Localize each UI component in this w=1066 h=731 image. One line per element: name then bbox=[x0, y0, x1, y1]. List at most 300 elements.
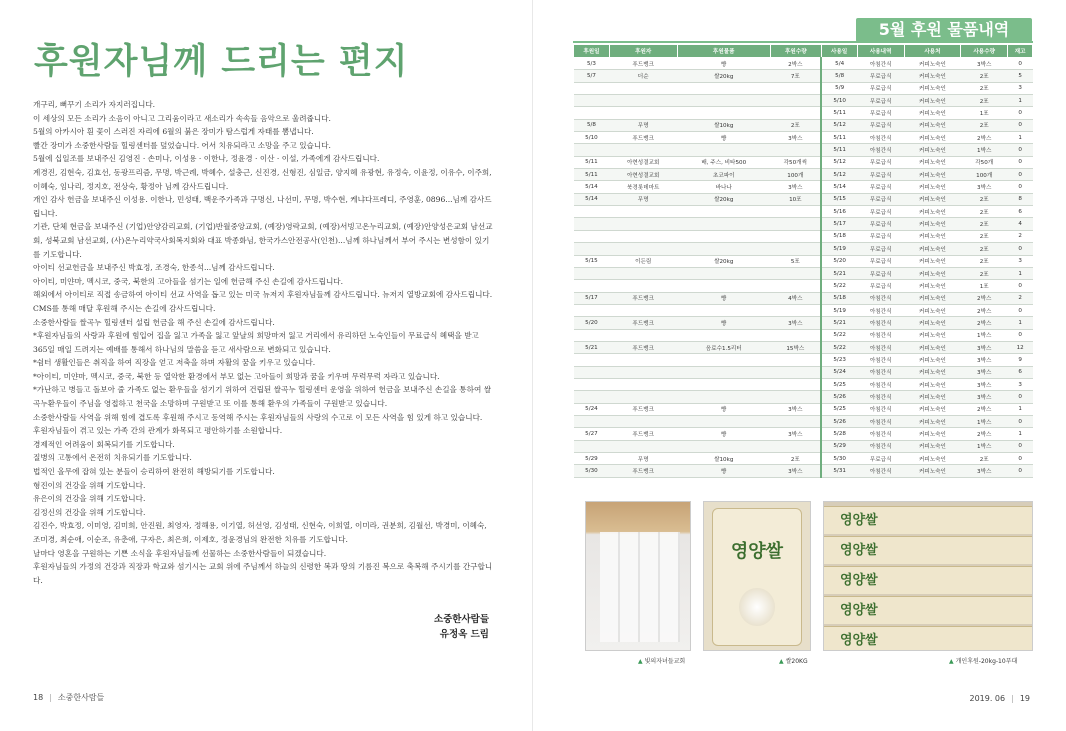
table-row bbox=[574, 440, 1033, 452]
letter-paragraph: 질병의 고통에서 온전히 치유되기를 기도합니다. bbox=[33, 453, 192, 463]
triangle-icon: ▲ bbox=[779, 658, 784, 665]
table-cell: 3박스 bbox=[961, 465, 1008, 477]
table-body bbox=[574, 58, 1033, 478]
table-cell: 커피노숙인 bbox=[904, 169, 960, 181]
table-row bbox=[574, 280, 1033, 292]
table-cell: 커피노숙인 bbox=[904, 267, 960, 279]
table-row bbox=[574, 230, 1033, 242]
table-cell: 무료급식 bbox=[857, 267, 904, 279]
table-cell bbox=[609, 329, 677, 341]
table-cell: 5/12 bbox=[821, 169, 857, 181]
table-cell bbox=[609, 144, 677, 156]
table-cell: 0 bbox=[1008, 280, 1033, 292]
stacked-bag-5: 영양쌀 bbox=[824, 626, 1033, 651]
table-cell bbox=[609, 391, 677, 403]
table-cell: 각50개씩 bbox=[770, 156, 821, 168]
table-cell bbox=[574, 329, 610, 341]
table-cell: 1박스 bbox=[961, 415, 1008, 427]
table-row bbox=[574, 341, 1033, 353]
stacked-bag-4: 영양쌀 bbox=[824, 596, 1033, 624]
table-row bbox=[574, 193, 1033, 205]
table-row bbox=[574, 403, 1033, 415]
table-cell: 아침간식 bbox=[857, 304, 904, 316]
table-cell bbox=[609, 354, 677, 366]
title-underline bbox=[573, 41, 1033, 43]
table-cell: 무명 bbox=[609, 453, 677, 465]
table-cell bbox=[770, 440, 821, 452]
signature bbox=[434, 612, 489, 642]
table-cell: 2 bbox=[1008, 230, 1033, 242]
table-cell: 3박스 bbox=[770, 132, 821, 144]
table-cell: 커피노숙인 bbox=[904, 329, 960, 341]
table-cell: 빵 bbox=[677, 428, 770, 440]
table-cell bbox=[609, 378, 677, 390]
table-cell: 5/24 bbox=[821, 366, 857, 378]
table-cell bbox=[574, 267, 610, 279]
table-cell: 2포 bbox=[961, 119, 1008, 131]
table-cell: 커피노숙인 bbox=[904, 119, 960, 131]
table-cell bbox=[609, 267, 677, 279]
letter-paragraph: CMS를 통해 매달 후원해 주시는 손길에 감사드립니다. bbox=[33, 303, 216, 313]
table-row bbox=[574, 255, 1033, 267]
table-cell: 5/20 bbox=[574, 317, 610, 329]
table-cell bbox=[770, 329, 821, 341]
table-cell bbox=[677, 206, 770, 218]
table-cell: 8 bbox=[1008, 193, 1033, 205]
letter-paragraph: 이 세상의 모든 소리가 소음이 아니고 그리움이라고 새소리가 속속들 음악으로 울려줍니다. bbox=[33, 113, 331, 123]
table-cell: 9 bbox=[1008, 354, 1033, 366]
table-cell: 푸드뱅크 bbox=[609, 58, 677, 70]
table-cell: 5/22 bbox=[821, 280, 857, 292]
table-cell bbox=[677, 415, 770, 427]
table-cell: 커피노숙인 bbox=[904, 292, 960, 304]
table-cell: 5/21 bbox=[821, 267, 857, 279]
table-cell: 15박스 bbox=[770, 341, 821, 353]
letter-body bbox=[33, 98, 493, 587]
table-cell bbox=[677, 280, 770, 292]
table-cell: 푸드뱅크 bbox=[609, 341, 677, 353]
table-cell: 아침간식 bbox=[857, 354, 904, 366]
letter-paragraph: *아이티, 미얀마, 멕시코, 중국, 북한 등 열악한 환경에서 부모 없는 고아들이 희망과 꿈을 키우며 무럭무럭 자라고 있습니다. bbox=[33, 371, 440, 381]
table-cell: 1박스 bbox=[961, 440, 1008, 452]
table-cell: 아침간식 bbox=[857, 292, 904, 304]
table-cell bbox=[574, 378, 610, 390]
table-row bbox=[574, 317, 1033, 329]
letter-paragraph: 소중한사람들 쌀곡누 힐링센터 설립 헌금을 해 주신 손길에 감사드립니다. bbox=[33, 317, 275, 327]
table-cell bbox=[770, 415, 821, 427]
table-cell: 쌀10kg bbox=[677, 453, 770, 465]
table-cell bbox=[677, 366, 770, 378]
table-cell: 커피노숙인 bbox=[904, 415, 960, 427]
table-row bbox=[574, 70, 1033, 82]
table-cell: 커피노숙인 bbox=[904, 428, 960, 440]
table-cell: 3박스 bbox=[961, 391, 1008, 403]
table-cell: 2포 bbox=[961, 206, 1008, 218]
table-cell: 5/14 bbox=[574, 193, 610, 205]
table-cell: 커피노숙인 bbox=[904, 132, 960, 144]
table-cell: 0 bbox=[1008, 391, 1033, 403]
letter-paragraph: 후원자님들의 가정의 건강과 직장과 학교와 섬기시는 교회 위에 주님께서 하늘의 신령한 복과 땅의 기름진 복으로 축복해 주시기를 간구합니다. bbox=[33, 562, 493, 585]
table-row bbox=[574, 354, 1033, 366]
rice-bag-label: 영양쌀 bbox=[730, 541, 784, 562]
table-cell: 빵 bbox=[677, 403, 770, 415]
table-cell bbox=[770, 354, 821, 366]
table-cell: 5/19 bbox=[821, 243, 857, 255]
table-cell: 커피노숙인 bbox=[904, 181, 960, 193]
table-cell: 무료급식 bbox=[857, 169, 904, 181]
table-cell: 2포 bbox=[770, 119, 821, 131]
table-cell: 5/14 bbox=[574, 181, 610, 193]
letter-paragraph: 5월의 아카시아 흰 꽃이 스러진 자리에 6월의 붉은 장미가 탐스럽게 자태를 뽐냅니다. bbox=[33, 127, 314, 137]
caption-2-text: 쌀20KG bbox=[785, 658, 808, 665]
table-cell: 무명 bbox=[609, 193, 677, 205]
table-cell bbox=[574, 82, 610, 94]
table-cell: 2포 bbox=[961, 243, 1008, 255]
table-cell bbox=[574, 354, 610, 366]
table-cell: 푸드뱅크 bbox=[609, 317, 677, 329]
triangle-icon: ▲ bbox=[638, 658, 643, 665]
table-cell bbox=[770, 144, 821, 156]
table-cell: 푸드뱅크 bbox=[609, 428, 677, 440]
table-cell bbox=[574, 440, 610, 452]
table-cell: 커피노숙인 bbox=[904, 230, 960, 242]
table-cell bbox=[574, 280, 610, 292]
table-cell: 빵 bbox=[677, 465, 770, 477]
column-header: 사용처 bbox=[904, 45, 960, 58]
table-cell: 5/29 bbox=[574, 453, 610, 465]
letter-paragraph: 형진이의 건강을 위해 기도합니다. bbox=[33, 480, 146, 490]
table-cell bbox=[609, 82, 677, 94]
table-cell: 커피노숙인 bbox=[904, 218, 960, 230]
column-header: 후원물품 bbox=[677, 45, 770, 58]
table-cell: 2포 bbox=[961, 95, 1008, 107]
stacked-bag-1: 영양쌀 bbox=[824, 506, 1033, 534]
table-cell: 6 bbox=[1008, 206, 1033, 218]
table-cell bbox=[677, 144, 770, 156]
table-cell: 1박스 bbox=[961, 144, 1008, 156]
table-cell bbox=[677, 391, 770, 403]
table-row bbox=[574, 95, 1033, 107]
table-cell: 3박스 bbox=[961, 341, 1008, 353]
table-cell: 커피노숙인 bbox=[904, 156, 960, 168]
column-header: 사용내역 bbox=[857, 45, 904, 58]
table-cell: 0 bbox=[1008, 58, 1033, 70]
table-cell: 커피노숙인 bbox=[904, 82, 960, 94]
table-cell: 5포 bbox=[770, 255, 821, 267]
table-cell: 커피노숙인 bbox=[904, 193, 960, 205]
table-cell: 0 bbox=[1008, 453, 1033, 465]
table-cell: 5/12 bbox=[821, 156, 857, 168]
table-cell: 커피노숙인 bbox=[904, 280, 960, 292]
table-cell: 5/7 bbox=[574, 70, 610, 82]
letter-paragraph: 5월에 십일조를 보내주신 김영진 · 손미나, 이성용 · 이한나, 정윤경 · 이산 · 이설, 가족에게 감사드립니다. bbox=[33, 154, 380, 164]
table-row bbox=[574, 292, 1033, 304]
table-cell: 5/3 bbox=[574, 58, 610, 70]
table-cell: 아침간식 bbox=[857, 428, 904, 440]
table-cell bbox=[609, 230, 677, 242]
table-cell: 5/16 bbox=[821, 206, 857, 218]
table-cell: 아침간식 bbox=[857, 391, 904, 403]
table-cell: 2포 bbox=[961, 82, 1008, 94]
table-row bbox=[574, 144, 1033, 156]
table-cell: 쌀10kg bbox=[677, 119, 770, 131]
table-cell: 더순 bbox=[609, 70, 677, 82]
table-cell: 무료급식 bbox=[857, 453, 904, 465]
table-cell: 5/18 bbox=[821, 230, 857, 242]
letter-paragraph: *가난하고 병들고 돌보아 줄 가족도 없는 환우들을 섬기기 위하여 건립된 쌀곡누 힐링센터 운영을 위하여 헌금을 보내주신 손길을 통하여 쌀곡누환우들이 주님을 영접하고 천국을 소망하며 구원받고 또 이를 통해 환우의 가족들이 구원받고 있습니다. bbox=[33, 385, 492, 409]
letter-paragraph: 경제적인 어려움이 회복되기를 기도합니다. bbox=[33, 439, 175, 449]
table-cell: 무료급식 bbox=[857, 82, 904, 94]
table-row bbox=[574, 465, 1033, 477]
left-footer bbox=[33, 692, 104, 703]
table-row bbox=[574, 329, 1033, 341]
table-cell: 5/10 bbox=[574, 132, 610, 144]
letter-paragraph: 소중한사람들 사역을 위해 힘에 겹도록 후원해 주시고 동역해 주시는 후원자님들의 사랑의 수고로 이 모든 사역을 힘 있게 하고 있습니다. bbox=[33, 412, 483, 422]
rice-bowl-illustration bbox=[739, 588, 774, 626]
table-cell: 커피노숙인 bbox=[904, 317, 960, 329]
table-cell bbox=[770, 206, 821, 218]
table-cell: 무료급식 bbox=[857, 280, 904, 292]
table-cell bbox=[609, 218, 677, 230]
table-cell: 2포 bbox=[770, 453, 821, 465]
table-cell: 3박스 bbox=[961, 366, 1008, 378]
table-cell: 커피노숙인 bbox=[904, 304, 960, 316]
table-cell: 배, 주스, 비타500 bbox=[677, 156, 770, 168]
table-cell: 커피노숙인 bbox=[904, 144, 960, 156]
table-cell: 무명 bbox=[609, 119, 677, 131]
table-cell: 무료급식 bbox=[857, 193, 904, 205]
table-cell: 5/21 bbox=[574, 341, 610, 353]
table-cell: 각50개 bbox=[961, 156, 1008, 168]
table-cell: 0 bbox=[1008, 440, 1033, 452]
table-cell bbox=[574, 391, 610, 403]
table-cell: 5/17 bbox=[821, 218, 857, 230]
table-cell bbox=[609, 107, 677, 119]
table-cell bbox=[574, 304, 610, 316]
table-cell: 0 bbox=[1008, 156, 1033, 168]
table-cell: 2포 bbox=[961, 230, 1008, 242]
triangle-icon: ▲ bbox=[949, 658, 954, 665]
table-cell bbox=[770, 230, 821, 242]
table-cell: 2포 bbox=[961, 218, 1008, 230]
table-cell: 5/11 bbox=[574, 156, 610, 168]
table-cell: 5/11 bbox=[574, 169, 610, 181]
table-cell: 푸드뱅크 bbox=[609, 403, 677, 415]
table-cell: 100개 bbox=[770, 169, 821, 181]
table-cell: 0 bbox=[1008, 181, 1033, 193]
table-cell: 커피노숙인 bbox=[904, 465, 960, 477]
table-cell: 아침간식 bbox=[857, 415, 904, 427]
caption-2 bbox=[779, 656, 808, 665]
table-cell: 1포 bbox=[961, 107, 1008, 119]
table-cell bbox=[677, 243, 770, 255]
table-cell: 5/28 bbox=[821, 428, 857, 440]
table-cell bbox=[609, 243, 677, 255]
photo-rice-cake-box bbox=[585, 501, 691, 651]
table-cell: 푸드뱅크 bbox=[609, 292, 677, 304]
table-cell bbox=[574, 95, 610, 107]
table-cell: 아침간식 bbox=[857, 132, 904, 144]
table-cell bbox=[770, 378, 821, 390]
table-cell: 아침간식 bbox=[857, 378, 904, 390]
table-cell: 아침간식 bbox=[857, 403, 904, 415]
table-row bbox=[574, 169, 1033, 181]
table-cell: 2박스 bbox=[961, 132, 1008, 144]
table-cell: 커피노숙인 bbox=[904, 243, 960, 255]
table-cell: 5/9 bbox=[821, 82, 857, 94]
donation-table bbox=[573, 44, 1033, 478]
table-cell bbox=[770, 243, 821, 255]
table-cell: 2포 bbox=[961, 453, 1008, 465]
letter-paragraph: *쉼터 생활인들은 취직을 하여 직장을 얻고 저축을 하며 자활의 꿈을 키우고 있습니다. bbox=[33, 358, 316, 368]
table-cell: 3 bbox=[1008, 82, 1033, 94]
table-cell: 2박스 bbox=[961, 403, 1008, 415]
table-cell: 1 bbox=[1008, 403, 1033, 415]
table-cell: 3박스 bbox=[770, 428, 821, 440]
table-cell: 5/23 bbox=[821, 354, 857, 366]
left-page-number: 18 bbox=[33, 693, 44, 702]
table-cell: 쌀20kg bbox=[677, 255, 770, 267]
table-cell bbox=[770, 82, 821, 94]
table-cell bbox=[574, 107, 610, 119]
table-cell: 2포 bbox=[961, 193, 1008, 205]
table-cell: 무료급식 bbox=[857, 95, 904, 107]
table-cell: 10포 bbox=[770, 193, 821, 205]
table-cell: 0 bbox=[1008, 304, 1033, 316]
table-cell: 2박스 bbox=[961, 428, 1008, 440]
table-cell: 0 bbox=[1008, 119, 1033, 131]
photo-rice-bag-stack bbox=[823, 501, 1033, 651]
caption-1 bbox=[638, 656, 685, 665]
table-cell: 1포 bbox=[961, 280, 1008, 292]
table-cell bbox=[770, 107, 821, 119]
table-cell: 2포 bbox=[961, 267, 1008, 279]
table-cell: 커피노숙인 bbox=[904, 70, 960, 82]
table-cell: 3 bbox=[1008, 378, 1033, 390]
table-cell: 커피노숙인 bbox=[904, 206, 960, 218]
column-header: 사용수량 bbox=[961, 45, 1008, 58]
table-cell: 아침간식 bbox=[857, 58, 904, 70]
table-cell: 5/8 bbox=[574, 119, 610, 131]
table-cell bbox=[609, 280, 677, 292]
table-cell: 무료급식 bbox=[857, 181, 904, 193]
table-cell: 5/18 bbox=[821, 292, 857, 304]
table-cell: 5/4 bbox=[821, 58, 857, 70]
table-cell bbox=[770, 280, 821, 292]
stacked-bag-3: 영양쌀 bbox=[824, 566, 1033, 594]
letter-paragraph: 아이티 선교헌금을 보내주신 박효정, 조경숙, 한종석...님께 감사드립니다. bbox=[33, 263, 275, 273]
column-header: 재고 bbox=[1008, 45, 1033, 58]
table-cell bbox=[609, 304, 677, 316]
table-cell: 빵 bbox=[677, 317, 770, 329]
table-cell bbox=[677, 378, 770, 390]
table-cell bbox=[677, 440, 770, 452]
signature-name: 유정옥 드림 bbox=[439, 629, 489, 640]
table-cell bbox=[770, 267, 821, 279]
table-cell: 아침간식 bbox=[857, 329, 904, 341]
table-cell: 커피노숙인 bbox=[904, 378, 960, 390]
table-cell: 3박스 bbox=[961, 378, 1008, 390]
letter-paragraph: 기관, 단체 현금을 보내주신 (기업)안양감리교회, (기업)반월중앙교회, (예장)영락교회, (예장)서빙고온누리교회, (예장)안양성은교회 남선교회, 성북교회 남선교회, (사)온누리약국사회복지회와 대표 박종화님, 한국가스안전공사(인천)...님께 하나님께서 부어 주시는 변성함이 있기를 기도합니다. bbox=[33, 222, 493, 259]
table-row bbox=[574, 181, 1033, 193]
table-cell: 아현성결교회 bbox=[609, 169, 677, 181]
table-cell: 5/17 bbox=[574, 292, 610, 304]
table-cell: 커피노숙인 bbox=[904, 107, 960, 119]
table-cell: 커피노숙인 bbox=[904, 354, 960, 366]
table-cell: 무료급식 bbox=[857, 255, 904, 267]
letter-paragraph: 해외에서 아이티로 직접 송금하여 아이티 선교 사역을 돕고 있는 미국 뉴저지 후원자님들께 감사드립니다. 뉴저지 열방교회에 감사드립니다. bbox=[33, 290, 493, 300]
table-header-row bbox=[574, 45, 1033, 58]
table-cell bbox=[677, 107, 770, 119]
table-cell bbox=[677, 218, 770, 230]
letter-paragraph: 유은이의 건강을 위해 기도합니다. bbox=[33, 494, 146, 504]
table-row bbox=[574, 156, 1033, 168]
table-row bbox=[574, 378, 1033, 390]
letter-paragraph: 김진수, 박효정, 이미영, 김미희, 안진원, 최영자, 정해용, 이기열, 허선영, 김성태, 신현숙, 이희열, 이미라, 권분희, 김월선, 박경미, 이혜숙, 조미경, 최순애, 이순조, 유춘애, 구자은, 최은희, 이제호, 정윤경님의 완전한 치유를 기도합니다. bbox=[33, 521, 487, 544]
table-cell bbox=[770, 366, 821, 378]
column-header: 후원일 bbox=[574, 45, 610, 58]
table-row bbox=[574, 132, 1033, 144]
table-cell: 무료급식 bbox=[857, 70, 904, 82]
table-cell: 5/10 bbox=[821, 95, 857, 107]
table-cell: 2포 bbox=[961, 255, 1008, 267]
table-row bbox=[574, 58, 1033, 70]
table-cell: 아침간식 bbox=[857, 440, 904, 452]
table-cell: 무료급식 bbox=[857, 156, 904, 168]
table-cell bbox=[574, 144, 610, 156]
table-cell bbox=[770, 95, 821, 107]
table-cell bbox=[574, 415, 610, 427]
table-cell: 1 bbox=[1008, 317, 1033, 329]
table-cell: 3박스 bbox=[961, 58, 1008, 70]
table-cell: 5/22 bbox=[821, 341, 857, 353]
letter-paragraph: 개구리, 뻐꾸기 소리가 자지러집니다. bbox=[33, 100, 156, 109]
table-row bbox=[574, 453, 1033, 465]
table-cell: 바나나 bbox=[677, 181, 770, 193]
issue-date: 2019. 06 bbox=[969, 694, 1006, 703]
table-cell bbox=[609, 440, 677, 452]
table-cell: 무료급식 bbox=[857, 206, 904, 218]
table-cell: 5/24 bbox=[574, 403, 610, 415]
table-cell: 아침간식 bbox=[857, 465, 904, 477]
table-cell: 5/25 bbox=[821, 403, 857, 415]
table-cell: 5/30 bbox=[821, 453, 857, 465]
table-cell: 쌀20kg bbox=[677, 70, 770, 82]
table-cell: 2박스 bbox=[770, 58, 821, 70]
letter-paragraph: 개인 감사 헌금을 보내주신 이성용. 이한나, 민성태, 백운주가족과 구명신, 나선미, 무명, 박수현, 케냐다프레디, 주영훈, 0896...님께 감사드립니다. bbox=[33, 195, 492, 218]
column-header: 후원수량 bbox=[770, 45, 821, 58]
table-cell: 1 bbox=[1008, 267, 1033, 279]
table-row bbox=[574, 206, 1033, 218]
table-row bbox=[574, 391, 1033, 403]
table-cell bbox=[609, 206, 677, 218]
table-cell: 1 bbox=[1008, 95, 1033, 107]
table-cell bbox=[770, 391, 821, 403]
table-cell: 2박스 bbox=[961, 304, 1008, 316]
table-row bbox=[574, 119, 1033, 131]
table-cell: 커피노숙인 bbox=[904, 341, 960, 353]
table-cell: 5/22 bbox=[821, 329, 857, 341]
table-cell: 5 bbox=[1008, 70, 1033, 82]
table-cell: 3박스 bbox=[961, 181, 1008, 193]
table-cell: 5/21 bbox=[821, 317, 857, 329]
table-row bbox=[574, 366, 1033, 378]
table-cell: 1박스 bbox=[961, 329, 1008, 341]
table-cell: 커피노숙인 bbox=[904, 255, 960, 267]
table-cell: 빵 bbox=[677, 292, 770, 304]
footer-separator: | bbox=[49, 693, 52, 702]
table-cell bbox=[677, 304, 770, 316]
